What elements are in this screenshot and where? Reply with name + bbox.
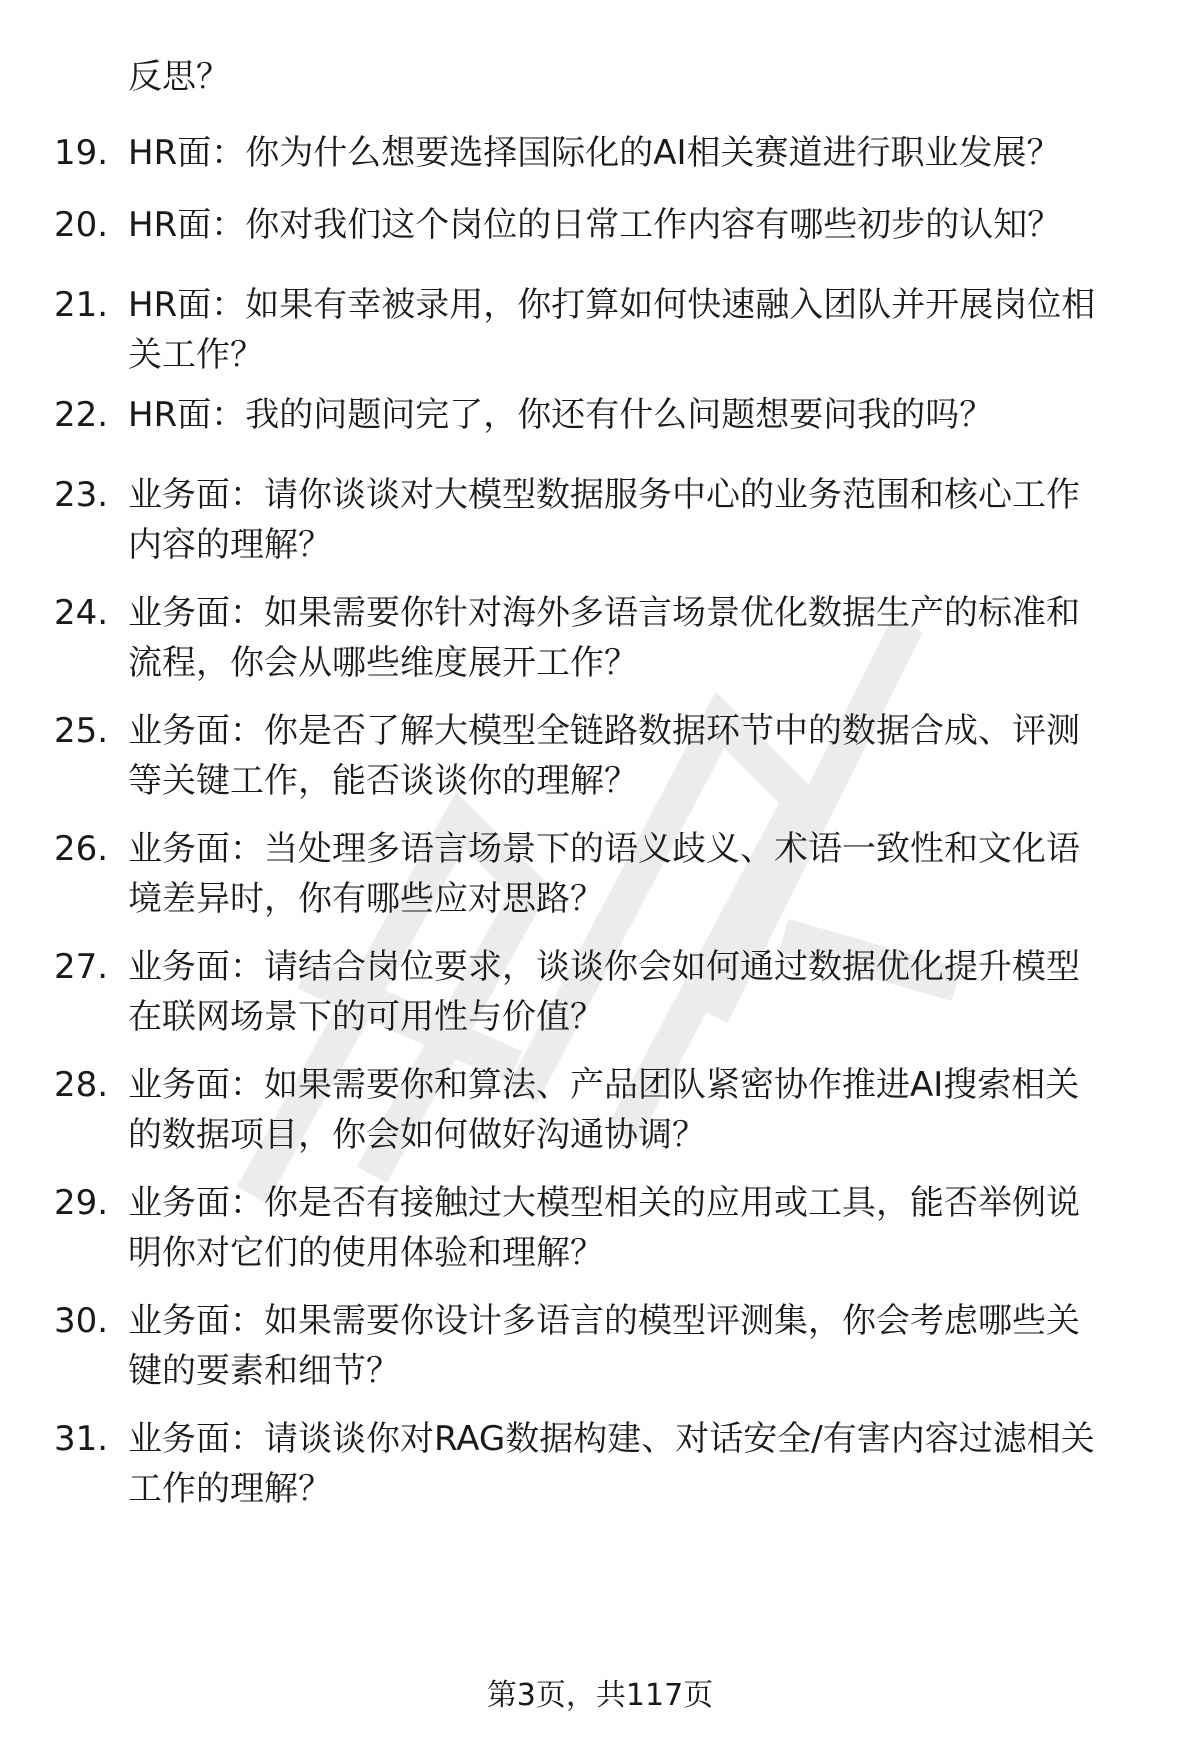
- question-text: [128, 588, 1158, 688]
- page-number: 第3页，共117页: [486, 1678, 714, 1713]
- question-text: [128, 390, 1158, 440]
- question-number: 25.: [54, 711, 109, 751]
- question-number: 31.: [54, 1419, 109, 1459]
- question-text: [128, 824, 1158, 924]
- question-number: 28.: [54, 1065, 109, 1105]
- question-number: 22.: [54, 395, 109, 435]
- question-text: [128, 1414, 1158, 1514]
- question-text-line: HR面：你为什么想要选择国际化的AI相关赛道进行职业发展？: [128, 133, 1061, 173]
- question-text-line: 的数据项目，你会如何做好沟通协调？: [128, 1115, 706, 1155]
- question-text-line: HR面：你对我们这个岗位的日常工作内容有哪些初步的认知？: [128, 205, 1062, 245]
- question-text-line: 关工作？: [128, 335, 264, 375]
- question-text-line: 在联网场景下的可用性与价值？: [128, 997, 604, 1037]
- question-text: [128, 706, 1158, 806]
- question-text-line: 业务面：请你谈谈对大模型数据服务中心的业务范围和核心工作: [128, 475, 1080, 515]
- question-number: 23.: [54, 475, 109, 515]
- question-number: 26.: [54, 829, 109, 869]
- question-text-line: 业务面：你是否有接触过大模型相关的应用或工具，能否举例说: [128, 1183, 1080, 1223]
- continuation-text: 反思？: [128, 57, 230, 97]
- question-text-line: 流程，你会从哪些维度展开工作？: [128, 643, 638, 683]
- question-text: [128, 1178, 1158, 1278]
- question-number: 29.: [54, 1183, 109, 1223]
- question-text-line: 业务面：你是否了解大模型全链路数据环节中的数据合成、评测: [128, 711, 1080, 751]
- question-text-line: 业务面：如果需要你和算法、产品团队紧密协作推进AI搜索相关: [128, 1065, 1080, 1105]
- question-number: 27.: [54, 947, 109, 987]
- question-number: 21.: [54, 285, 109, 325]
- question-number: 19.: [54, 133, 109, 173]
- question-text-line: 境差异时，你有哪些应对思路？: [128, 879, 604, 919]
- question-text-line: 工作的理解？: [128, 1469, 332, 1509]
- question-text-line: HR面：我的问题问完了，你还有什么问题想要问我的吗？: [128, 395, 994, 435]
- question-text: [128, 1296, 1158, 1396]
- question-text: [128, 1060, 1158, 1160]
- question-text-line: HR面：如果有幸被录用，你打算如何快速融入团队并开展岗位相: [128, 285, 1096, 325]
- question-text: [128, 280, 1158, 380]
- question-text-line: 内容的理解？: [128, 525, 332, 565]
- question-text-line: 业务面：当处理多语言场景下的语义歧义、术语一致性和文化语: [128, 829, 1080, 869]
- question-text-line: 业务面：请谈谈你对RAG数据构建、对话安全/有害内容过滤相关: [128, 1419, 1095, 1459]
- question-number: 20.: [54, 205, 109, 245]
- question-text: [128, 128, 1158, 178]
- question-text-line: 业务面：请结合岗位要求，谈谈你会如何通过数据优化提升模型: [128, 947, 1080, 987]
- question-text: [128, 942, 1158, 1042]
- question-text-line: 明你对它们的使用体验和理解？: [128, 1233, 604, 1273]
- question-text: [128, 470, 1158, 570]
- question-text: [128, 200, 1158, 250]
- question-text-line: 业务面：如果需要你设计多语言的模型评测集，你会考虑哪些关: [128, 1301, 1080, 1341]
- question-text-line: 业务面：如果需要你针对海外多语言场景优化数据生产的标准和: [128, 593, 1080, 633]
- question-number: 30.: [54, 1301, 109, 1341]
- question-text-line: 等关键工作，能否谈谈你的理解？: [128, 761, 638, 801]
- question-text-line: 键的要素和细节？: [128, 1351, 400, 1391]
- question-number: 24.: [54, 593, 109, 633]
